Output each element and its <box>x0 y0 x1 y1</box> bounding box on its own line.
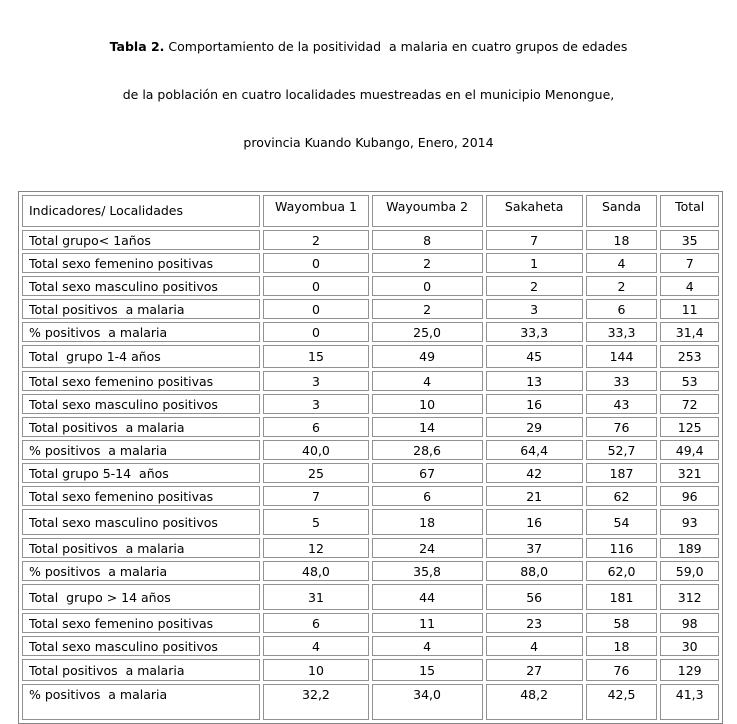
header-indicadores-localidades: Indicadores/ Localidades <box>22 195 260 227</box>
value-cell: 27 <box>486 659 583 681</box>
row-label: Total sexo femenino positivas <box>22 613 260 633</box>
value-cell: 18 <box>372 509 483 535</box>
value-cell: 25,0 <box>372 322 483 342</box>
value-cell: 4 <box>263 636 368 656</box>
value-cell: 10 <box>372 394 483 414</box>
value-cell: 53 <box>660 371 719 391</box>
table-caption <box>0 7 737 183</box>
value-cell: 18 <box>586 636 658 656</box>
value-cell: 48,0 <box>263 561 368 581</box>
row-label: Total positivos a malaria <box>22 299 260 319</box>
value-cell: 43 <box>586 394 658 414</box>
value-cell: 40,0 <box>263 440 368 460</box>
value-cell: 24 <box>372 538 483 558</box>
value-cell: 76 <box>586 659 658 681</box>
value-cell: 33,3 <box>486 322 583 342</box>
value-cell: 76 <box>586 417 658 437</box>
value-cell: 7 <box>660 253 719 273</box>
caption-table-number: Tabla 2. <box>109 39 165 54</box>
table-row <box>22 486 719 506</box>
value-cell: 189 <box>660 538 719 558</box>
row-label: Total sexo masculino positivos <box>22 276 260 296</box>
row-label: Total grupo< 1años <box>22 230 260 250</box>
row-label: Total grupo 5-14 años <box>22 463 260 483</box>
row-label: Total sexo masculino positivos <box>22 509 260 535</box>
table-row <box>22 276 719 296</box>
value-cell: 6 <box>263 613 368 633</box>
row-label: Total positivos a malaria <box>22 659 260 681</box>
value-cell: 144 <box>586 345 658 368</box>
value-cell: 16 <box>486 394 583 414</box>
table-row <box>22 440 719 460</box>
header-sanda: Sanda <box>586 195 658 227</box>
row-label: Total sexo femenino positivas <box>22 253 260 273</box>
value-cell: 1 <box>486 253 583 273</box>
value-cell: 33 <box>586 371 658 391</box>
table-row <box>22 345 719 368</box>
value-cell: 62,0 <box>586 561 658 581</box>
row-label: Total positivos a malaria <box>22 417 260 437</box>
table-row <box>22 253 719 273</box>
table-row <box>22 509 719 535</box>
value-cell: 67 <box>372 463 483 483</box>
value-cell: 6 <box>372 486 483 506</box>
value-cell: 52,7 <box>586 440 658 460</box>
value-cell: 44 <box>372 584 483 610</box>
value-cell: 96 <box>660 486 719 506</box>
value-cell: 4 <box>372 636 483 656</box>
header-wayombua-1: Wayombua 1 <box>263 195 368 227</box>
value-cell: 5 <box>263 509 368 535</box>
value-cell: 7 <box>486 230 583 250</box>
header-total: Total <box>660 195 719 227</box>
table-row <box>22 684 719 720</box>
value-cell: 2 <box>586 276 658 296</box>
value-cell: 59,0 <box>660 561 719 581</box>
table-row <box>22 659 719 681</box>
value-cell: 88,0 <box>486 561 583 581</box>
header-sakaheta: Sakaheta <box>486 195 583 227</box>
value-cell: 21 <box>486 486 583 506</box>
value-cell: 72 <box>660 394 719 414</box>
value-cell: 64,4 <box>486 440 583 460</box>
value-cell: 8 <box>372 230 483 250</box>
value-cell: 45 <box>486 345 583 368</box>
value-cell: 253 <box>660 345 719 368</box>
value-cell: 41,3 <box>660 684 719 720</box>
value-cell: 187 <box>586 463 658 483</box>
value-cell: 6 <box>586 299 658 319</box>
value-cell: 25 <box>263 463 368 483</box>
table-row <box>22 417 719 437</box>
table-row <box>22 538 719 558</box>
header-row <box>22 195 719 227</box>
row-label: % positivos a malaria <box>22 684 260 720</box>
value-cell: 32,2 <box>263 684 368 720</box>
value-cell: 3 <box>486 299 583 319</box>
table-row <box>22 322 719 342</box>
value-cell: 4 <box>660 276 719 296</box>
row-label: Total sexo femenino positivas <box>22 486 260 506</box>
value-cell: 0 <box>263 253 368 273</box>
value-cell: 56 <box>486 584 583 610</box>
value-cell: 31 <box>263 584 368 610</box>
value-cell: 2 <box>372 299 483 319</box>
value-cell: 2 <box>263 230 368 250</box>
value-cell: 34,0 <box>372 684 483 720</box>
value-cell: 116 <box>586 538 658 558</box>
table-row <box>22 394 719 414</box>
value-cell: 4 <box>372 371 483 391</box>
value-cell: 125 <box>660 417 719 437</box>
value-cell: 10 <box>263 659 368 681</box>
value-cell: 6 <box>263 417 368 437</box>
value-cell: 23 <box>486 613 583 633</box>
value-cell: 11 <box>660 299 719 319</box>
value-cell: 42,5 <box>586 684 658 720</box>
value-cell: 0 <box>263 322 368 342</box>
value-cell: 35 <box>660 230 719 250</box>
value-cell: 42 <box>486 463 583 483</box>
table-row <box>22 613 719 633</box>
value-cell: 48,2 <box>486 684 583 720</box>
value-cell: 14 <box>372 417 483 437</box>
value-cell: 58 <box>586 613 658 633</box>
value-cell: 30 <box>660 636 719 656</box>
value-cell: 62 <box>586 486 658 506</box>
value-cell: 2 <box>372 253 483 273</box>
table-row <box>22 371 719 391</box>
row-label: Total sexo femenino positivas <box>22 371 260 391</box>
value-cell: 15 <box>263 345 368 368</box>
table-row <box>22 561 719 581</box>
caption-line-1 <box>0 39 737 55</box>
value-cell: 31,4 <box>660 322 719 342</box>
table-row <box>22 636 719 656</box>
value-cell: 93 <box>660 509 719 535</box>
table-row <box>22 230 719 250</box>
table-row <box>22 584 719 610</box>
row-label: Total grupo > 14 años <box>22 584 260 610</box>
row-label: % positivos a malaria <box>22 440 260 460</box>
value-cell: 98 <box>660 613 719 633</box>
value-cell: 12 <box>263 538 368 558</box>
value-cell: 33,3 <box>586 322 658 342</box>
row-label: % positivos a malaria <box>22 561 260 581</box>
value-cell: 0 <box>372 276 483 296</box>
value-cell: 18 <box>586 230 658 250</box>
row-label: % positivos a malaria <box>22 322 260 342</box>
caption-line-2: de la población en cuatro localidades muestreadas en el municipio Menongue, <box>122 87 615 102</box>
value-cell: 11 <box>372 613 483 633</box>
value-cell: 13 <box>486 371 583 391</box>
value-cell: 37 <box>486 538 583 558</box>
value-cell: 49 <box>372 345 483 368</box>
value-cell: 28,6 <box>372 440 483 460</box>
table-row <box>22 299 719 319</box>
table-row <box>22 463 719 483</box>
caption-line-3: provincia Kuando Kubango, Enero, 2014 <box>243 135 494 150</box>
value-cell: 3 <box>263 394 368 414</box>
value-cell: 15 <box>372 659 483 681</box>
malaria-positivity-table <box>18 191 723 724</box>
row-label: Total sexo masculino positivos <box>22 636 260 656</box>
value-cell: 4 <box>586 253 658 273</box>
value-cell: 35,8 <box>372 561 483 581</box>
row-label: Total sexo masculino positivos <box>22 394 260 414</box>
value-cell: 16 <box>486 509 583 535</box>
value-cell: 181 <box>586 584 658 610</box>
value-cell: 3 <box>263 371 368 391</box>
row-label: Total grupo 1-4 años <box>22 345 260 368</box>
value-cell: 0 <box>263 276 368 296</box>
value-cell: 4 <box>486 636 583 656</box>
row-label: Total positivos a malaria <box>22 538 260 558</box>
value-cell: 0 <box>263 299 368 319</box>
header-wayoumba-2: Wayoumba 2 <box>372 195 483 227</box>
value-cell: 54 <box>586 509 658 535</box>
value-cell: 2 <box>486 276 583 296</box>
value-cell: 312 <box>660 584 719 610</box>
value-cell: 49,4 <box>660 440 719 460</box>
caption-line-1-text: Comportamiento de la positividad a malaria en cuatro grupos de edades <box>164 39 628 54</box>
value-cell: 29 <box>486 417 583 437</box>
value-cell: 129 <box>660 659 719 681</box>
value-cell: 321 <box>660 463 719 483</box>
value-cell: 7 <box>263 486 368 506</box>
